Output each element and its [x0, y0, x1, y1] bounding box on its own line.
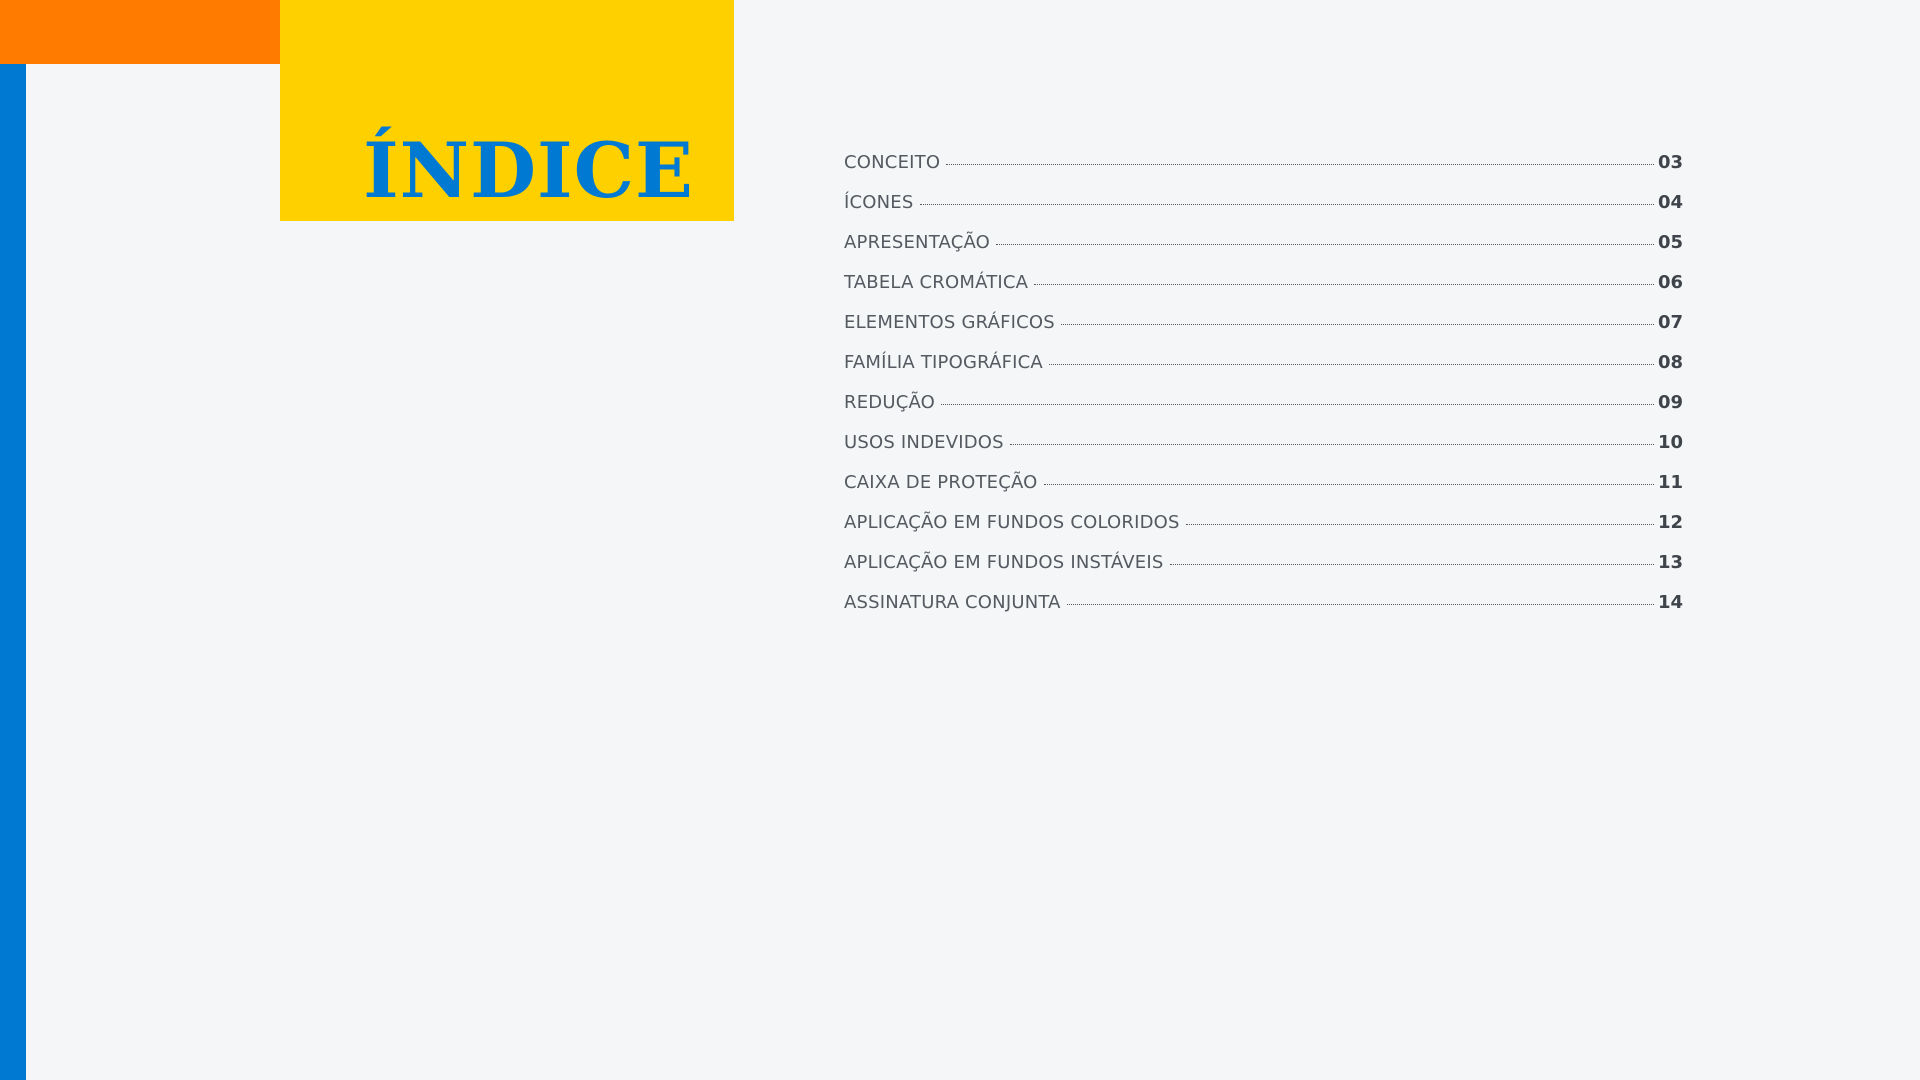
toc-page-number: 03: [1658, 152, 1684, 173]
toc-label: APLICAÇÃO EM FUNDOS INSTÁVEIS: [844, 552, 1164, 573]
toc-row[interactable]: [844, 152, 1686, 192]
top-orange-bar: [0, 0, 280, 64]
toc-dot-leader: [1170, 563, 1655, 565]
toc-dot-leader: [1049, 363, 1654, 365]
toc-label: FAMÍLIA TIPOGRÁFICA: [844, 352, 1043, 373]
toc-dot-leader: [1186, 523, 1654, 525]
toc-row[interactable]: [844, 392, 1686, 432]
toc-label: USOS INDEVIDOS: [844, 432, 1004, 453]
toc-dot-leader: [941, 403, 1654, 405]
toc-label: ASSINATURA CONJUNTA: [844, 592, 1061, 613]
toc-row[interactable]: [844, 432, 1686, 472]
toc-dot-leader: [946, 163, 1654, 165]
toc-label: ÍCONES: [844, 192, 914, 213]
toc-label: APLICAÇÃO EM FUNDOS COLORIDOS: [844, 512, 1180, 533]
toc-dot-leader: [1044, 483, 1654, 485]
toc-row[interactable]: [844, 232, 1686, 272]
toc-page-number: 06: [1658, 272, 1684, 293]
toc-label: CONCEITO: [844, 152, 941, 173]
toc-page-number: 10: [1658, 432, 1684, 453]
toc-row[interactable]: [844, 192, 1686, 232]
toc-label: REDUÇÃO: [844, 392, 936, 413]
toc-page-number: 09: [1658, 392, 1684, 413]
toc-label: ELEMENTOS GRÁFICOS: [844, 312, 1055, 333]
toc-dot-leader: [1010, 443, 1654, 445]
toc-dot-leader: [1034, 283, 1654, 285]
toc-page-number: 08: [1658, 352, 1684, 373]
toc-page-number: 07: [1658, 312, 1684, 333]
page-title: ÍNDICE: [363, 126, 694, 216]
toc-dot-leader: [1067, 603, 1654, 605]
table-of-contents: [844, 152, 1686, 632]
toc-row[interactable]: [844, 512, 1686, 552]
toc-dot-leader: [920, 203, 1654, 205]
left-blue-bar: [0, 0, 26, 1080]
toc-page-number: 11: [1658, 472, 1684, 493]
toc-row[interactable]: [844, 592, 1686, 632]
toc-dot-leader: [996, 243, 1654, 245]
toc-label: TABELA CROMÁTICA: [844, 272, 1029, 293]
title-box: [280, 0, 734, 221]
toc-label: CAIXA DE PROTEÇÃO: [844, 472, 1038, 493]
toc-dot-leader: [1061, 323, 1654, 325]
toc-page-number: 05: [1658, 232, 1684, 253]
toc-page-number: 12: [1658, 512, 1684, 533]
toc-row[interactable]: [844, 552, 1686, 592]
toc-label: APRESENTAÇÃO: [844, 232, 991, 253]
toc-row[interactable]: [844, 312, 1686, 352]
toc-page-number: 13: [1658, 552, 1684, 573]
toc-row[interactable]: [844, 272, 1686, 312]
toc-page-number: 04: [1658, 192, 1684, 213]
toc-row[interactable]: [844, 352, 1686, 392]
toc-row[interactable]: [844, 472, 1686, 512]
toc-page-number: 14: [1658, 592, 1684, 613]
